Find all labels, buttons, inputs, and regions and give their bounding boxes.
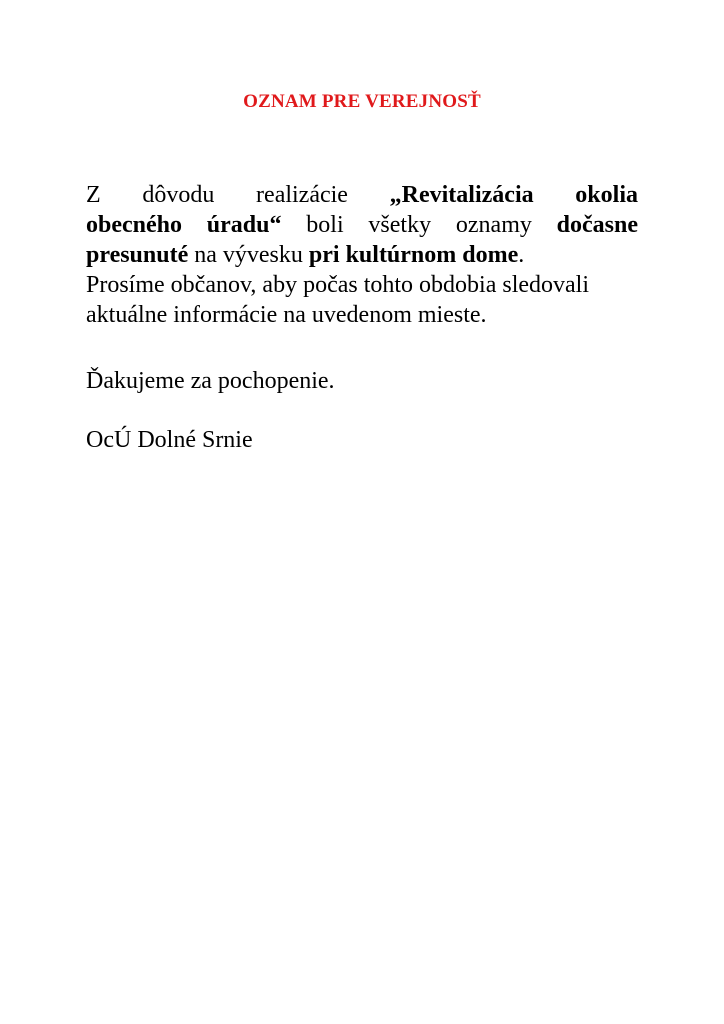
paragraph-line-1 [86,180,638,210]
announcement-paragraph [86,180,638,330]
location-bold: pri kultúrnom dome [308,242,519,268]
moved-bold: presunuté [86,242,189,268]
signature-text: OcÚ Dolné Srnie [86,427,253,453]
paragraph-line-4: Prosíme občanov, aby počas tohto obdobia sledovali [86,272,590,298]
paragraph-line-3 [86,240,638,270]
text-run: boli všetky oznamy [281,212,557,238]
document-title: OZNAM PRE VEREJNOSŤ [243,91,481,112]
paragraph-line-2 [86,210,638,240]
text-run: na vývesku [188,242,309,268]
paragraph-line-5: aktuálne informácie na uvedenom mieste. [86,302,487,328]
text-run: Z dôvodu realizácie [86,182,390,208]
temporarily-bold: dočasne [556,212,638,238]
text-run: . [518,242,525,268]
project-name-bold: „Revitalizácia okolia [389,182,638,208]
project-name-bold-cont: obecného úradu“ [86,212,282,238]
thanks-text: Ďakujeme za pochopenie. [86,368,335,394]
